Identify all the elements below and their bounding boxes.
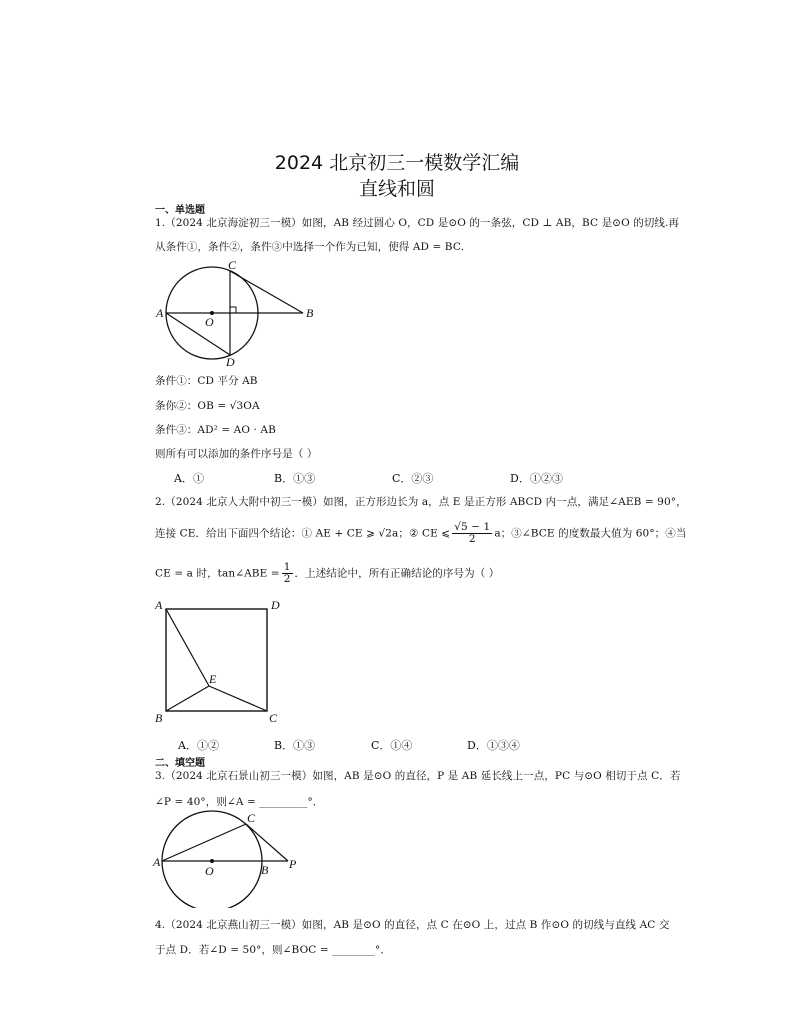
q1-label-b: B: [306, 306, 314, 320]
q2-stem-line1: 2.（2024 北京人大附中初三一模）如图，正方形边长为 a，点 E 是正方形 ABCD 内一点，满足∠AEB = 90°，: [155, 496, 687, 508]
q2-option-b: B．①③: [274, 739, 316, 752]
q2-fraction: [452, 522, 492, 545]
q2-option-d: D．①③④: [467, 739, 520, 752]
q3-stem-line1: 3.（2024 北京石景山初三一模）如图，AB 是⊙O 的直径，P 是 AB 延长线上一点，PC 与⊙O 相切于点 C．若: [155, 770, 681, 782]
q1-stem-line1: 1.（2024 北京海淀初三一模）如图，AB 经过圆心 O，CD 是⊙O 的一条弦，CD ⊥ AB，BC 是⊙O 的切线.再: [155, 217, 680, 229]
q2-option-a: A．①②: [178, 739, 219, 752]
q2-fraction-numerator: √5 − 1: [454, 521, 491, 533]
q2-fraction-half-numerator: 1: [283, 561, 291, 573]
q1-condition-1: 条件①：CD 平分 AB: [155, 375, 258, 387]
q2-label-c: C: [269, 711, 278, 725]
q3-label-a: A: [153, 855, 161, 869]
section-heading-single-choice: 一、单选题: [155, 205, 205, 216]
q1-stem-line2: 从条件①，条件②，条件③中选择一个作为已知，使得 AD = BC.: [155, 241, 465, 253]
q3-figure: [150, 808, 300, 908]
q4-stem-line1: 4.（2024 北京燕山初三一模）如图，AB 是⊙O 的直径，点 C 在⊙O 上，过点 B 作⊙O 的切线与直线 AC 交: [155, 919, 670, 931]
q1-condition-3: 条件③：AD² = AO · AB: [155, 424, 276, 436]
document-title: 2024 北京初三一模数学汇编: [274, 152, 520, 174]
q2-label-e: E: [209, 672, 217, 686]
document-subtitle: 直线和圆: [358, 178, 435, 200]
q3-label-p: P: [289, 857, 297, 871]
q2-label-b: B: [155, 711, 163, 725]
q2-stem-line3: [155, 562, 499, 585]
q3-stem-line2: ∠P = 40°，则∠A = _________°．: [155, 796, 324, 808]
q1-condition-2: 条你②：OB = √3OA: [155, 400, 260, 412]
q2-stem-line2: [155, 522, 686, 545]
q2-stem-line2-part2: a；③∠BCE 的度数最大值为 60°；④当: [494, 527, 687, 540]
q2-option-c: C．①④: [371, 739, 413, 752]
q1-label-d: D: [226, 355, 235, 369]
q1-label-o: O: [205, 315, 214, 329]
q1-option-d: D．①②③: [510, 472, 563, 485]
q2-label-d: D: [271, 598, 280, 612]
section-heading-fill-in: 二、填空题: [155, 758, 205, 769]
q2-fraction-denominator: 2: [468, 533, 476, 546]
q3-label-o: O: [205, 864, 214, 878]
q2-fraction-half: [282, 562, 293, 585]
q1-question: 则所有可以添加的条件序号是（ ）: [155, 448, 318, 460]
q1-figure: [150, 258, 325, 370]
q1-option-a: A．①: [174, 472, 204, 485]
q1-label-c: C: [228, 258, 237, 272]
q1-label-a: A: [156, 306, 164, 320]
q4-stem-line2: 于点 D．若∠D = 50°，则∠BOC = ________°．: [155, 944, 391, 956]
q2-stem-line2-part1: 连接 CE．给出下面四个结论：① AE + CE ⩾ √2a；② CE ⩽: [155, 527, 451, 540]
q1-option-c: C．②③: [392, 472, 434, 485]
q3-label-b: B: [261, 863, 269, 877]
q2-fraction-half-denominator: 2: [283, 573, 291, 586]
q2-label-a: A: [155, 598, 163, 612]
q1-option-b: B．①③: [274, 472, 316, 485]
q2-stem-line3-part1: CE = a 时，tan∠ABE =: [155, 567, 280, 580]
q3-label-c: C: [247, 811, 256, 825]
q2-figure: [150, 596, 290, 726]
q2-stem-line3-part2: ．上述结论中，所有正确结论的序号为（ ）: [294, 567, 500, 580]
